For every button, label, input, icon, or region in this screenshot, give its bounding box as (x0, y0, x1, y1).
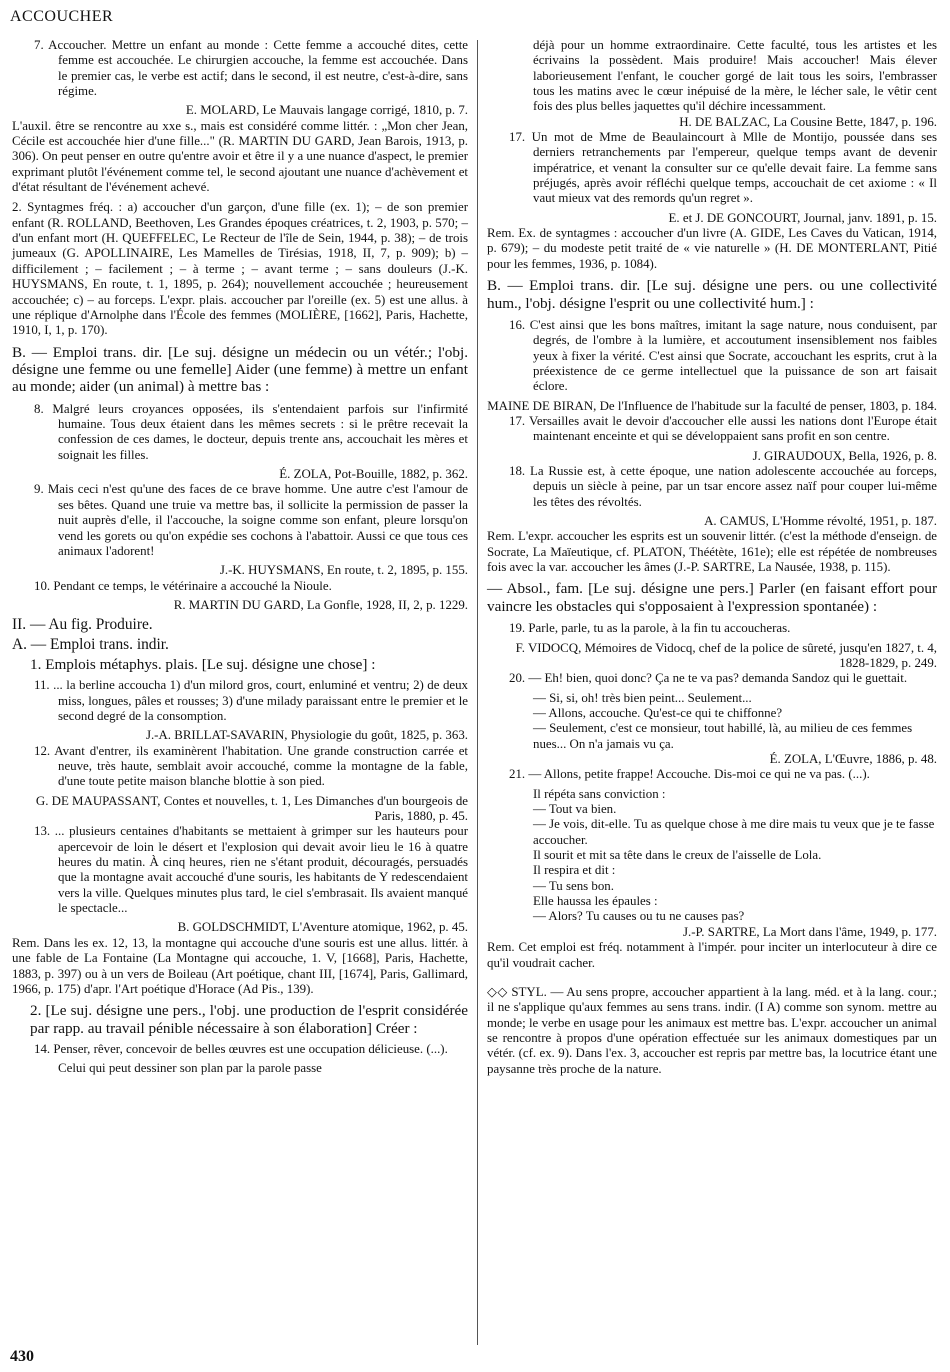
source: É. ZOLA, L'Œuvre, 1886, p. 48. (769, 752, 937, 767)
remark: Rem. Ex. de syntagmes : accoucher d'un livre (A. GIDE, Les Caves du Vatican, 1914, p. 679); – du modeste petit traité de « vie naturelle » (H. DE MONTERLANT, Pitié pour les femmes, 1936, p. 1084). (487, 226, 937, 271)
source: E. et J. DE GONCOURT, Journal, janv. 1891, p. 15. (668, 210, 937, 225)
example-8: 8. Malgré leurs croyances opposées, ils s'entendaient parfois sur l'infirmité humaine. Tous deux étaient dans les mêmes secrets : si le prêtre recevait la confession de ces dames, le docteur, depuis trente ans, accouchait les mères et soignait les filles. (34, 401, 468, 462)
section-a-heading: A. — Emploi trans. indir. (12, 635, 169, 653)
subsection-1-heading: 1. Emplois métaphys. plais. [Le suj. désigne une chose] : (30, 655, 376, 673)
example-14: 14. Penser, rêver, concevoir de belles œuvres est une occupation délicieuse. (...). (34, 1042, 448, 1056)
example-16: 16. C'est ainsi que les bons maîtres, imitant la sage nature, nous conduisent, par degrés, de l'ombre à la lumière, et accoutument insensiblement nos faibles yeux à fixer la vérité. C'est ainsi que Socrate, accouchant les esprits, crut à la préexistence de ce germe intellectuel que la puissance de son art faisait éclore. (509, 317, 937, 394)
dialogue-line: — Tout va bien. (533, 802, 617, 817)
example-7: 7. Accoucher. Mettre un enfant au monde : Cette femme a accouché dites, cette femme est accouchée. Le chirurgien accouche, la femme est accouchée. Dans le premier cas, le verbe est actif; dans le second, il est neutre, c'est-à-dire, sans régime. (34, 38, 468, 99)
example-20: 20. — Eh! bien, quoi donc? Ça ne te va pas? demanda Sandoz qui le guettait. (509, 671, 908, 686)
source: A. CAMUS, L'Homme révolté, 1951, p. 187. (704, 514, 937, 529)
example-14-continued: Celui qui peut dessiner son plan par la parole passe (58, 1061, 322, 1076)
example-19: 19. Parle, parle, tu as la parole, à la fin tu accoucheras. (509, 621, 791, 636)
remark: Rem. Cet emploi est fréq. notamment à l'impér. pour inciter un interlocuteur à dire ce qu'il voudrait cacher. (487, 940, 937, 970)
note-auxiliary: L'auxil. être se rencontre au xxe s., mais est considéré comme littér. : „Mon cher Jean, Cécile est accouchée hier d'une fille..." (R. MARTIN DU GARD, Jean Barois, 1913, p. 306). On peut penser en outre qu'entre avoir et être il y a une nuance d'aspect, le premier exprimant plutôt l'événement comme tel, le second ajoutant une nuance d'achèvement et d'état résultant de l'événement achevé. (12, 118, 468, 195)
dialogue-line: Il sourit et mit sa tête dans le creux de l'aisselle de Lola. (533, 848, 822, 863)
dialogue-line: Il respira et dit : (533, 863, 616, 878)
dialogue-line: Elle haussa les épaules : (533, 894, 658, 909)
source: É. ZOLA, Pot-Bouille, 1882, p. 362. (279, 467, 468, 482)
dialogue-line: — Si, si, oh! très bien peint... Seulement... (533, 690, 752, 705)
example-13: 13. ... plusieurs centaines d'habitants se mettaient à grimper sur les hauteurs pour apercevoir de loin le désert et l'explosion qui devait avoir lieu le 16 à quatre heures du matin. À cinq heures, rien ne s'étant produit, découragés, persuadés que la montagne avait accouché d'une souris, les habitants de Y redescendaient vers la ville. Quelques minutes plus tard, le ciel s'embrasait. Ils avaient manqué le spectacle... (34, 824, 468, 916)
page-number: 430 (10, 1348, 34, 1365)
example-14-continued: déjà pour un homme extraordinaire. Cette faculté, tous les artistes et les écrivains la possèdent. Mais produire! Mais accoucher! Mais élever laborieusement l'enfant, le coucher gorgé de lait tous les soirs, l'embrasser tous les matins avec le cœur inépuisé de la mère, le lécher sale, le vêtir cent fois des plus belles jaquettes qu'il déchire incessamment. (533, 38, 937, 114)
section-ii-heading: II. — Au fig. Produire. (12, 616, 153, 634)
dialogue-line: — Allons, accouche. Qu'est-ce qui te chiffonne? (533, 706, 783, 720)
example-21: 21. — Allons, petite frappe! Accouche. Dis-moi ce qui ne va pas. (...). (509, 767, 870, 782)
example-10: 10. Pendant ce temps, le vétérinaire a accouché la Nioule. (34, 578, 332, 593)
example-9: 9. Mais ceci n'est qu'une des faces de ce brave homme. Une autre c'est l'amour de ses bêtes. Quand une truie va mettre bas, il sollicite la permission de passer la nuit auprès d'elle, il l'accouche, la soigne comme son enfant, pleure lorsqu'on vend les gorets ou qu'on expédie ses cochons à l'abattoir. Aussi ce que tous ces animaux l'adorent! (34, 482, 468, 558)
column-rule (477, 40, 478, 1345)
remark: Rem. Dans les ex. 12, 13, la montagne qui accouche d'une souris est une allus. littér. à une fable de La Fontaine (La Montagne qui accouche, 1. V, [1668], Paris, Hachette, 1883, p. 397) ou à un vers de Boileau (Art poétique, chant III, [1674], Paris, Gallimard, 1966, p. 175) d'apr. l'Art poétique d'Horace (Ad Pis., 139). (12, 935, 468, 996)
source: J.-A. BRILLAT-SAVARIN, Physiologie du goût, 1825, p. 363. (145, 728, 468, 743)
source: H. DE BALZAC, La Cousine Bette, 1847, p. 196. (679, 114, 937, 129)
example-12: 12. Avant d'entrer, ils examinèrent l'habitation. Une grande construction carrée et neuve, très haute, semblait avoir accouché, comme la montagne de la fable, d'une toute petite maison blanche blottie à son pied. (34, 743, 468, 789)
absolute-use-heading: — Absol., fam. [Le suj. désigne une pers.] Parler (en faisant effort pour vaincre les obstacles qui s'opposaient à l'expression spontanée) : (487, 580, 937, 615)
source: E. MOLARD, Le Mauvais langage corrigé, 1810, p. 7. (185, 103, 468, 118)
note-syntagms: 2. Syntagmes fréq. : a) accoucher d'un garçon, d'une fille (ex. 1); – de son premier enfant (R. ROLLAND, Beethoven, Les Grandes époques créatrices, t. 2, 1903, p. 570; – d'un enfant mort (H. QUEFFELEC, Le Recteur de l'île de Sein, 1944, p. 38); – de trois jumeaux (G. APOLLINAIRE, Les Mamelles de Tirésias, 1918, II, 7, p. 909); b) – difficilement ; – facilement ; – à terme ; – avant terme ; – sans douleurs (J.-K. HUYSMANS, En route, t. 1, 1895, p. 264); nouvellement accouchée ; heureusement accouchée; c) – au forceps. L'expr. plais. accoucher par l'oreille (ex. 5) est une allus. à une réplique d'Arnolphe dans l'École des femmes (MOLIÈRE, [1662], Paris, Hachette, 1910, I, 1, p. 170). (12, 200, 468, 338)
left-column (12, 38, 468, 1077)
dialogue-line: — Seulement, c'est ce monsieur, tout habillé, là, au milieu de ces femmes nues... On n'a jamais vu ça. (533, 721, 913, 751)
remark: Rem. L'expr. accoucher les esprits est un souvenir littér. (c'est la méthode d'enseign. de Socrate, La Maïeutique, cf. PLATON, Théétète, 161e); elle est répétée de nombreuses fois avec la var. accoucher les âmes (J.-P. SARTRE, La Nausée, 1938, p. 115). (487, 529, 937, 575)
example-18: 18. La Russie est, à cette époque, une nation adolescente accouchée au forceps, depuis un siècle à peine, par un tsar encore assez naïf pour couper lui-même les têtes des révoltés. (509, 464, 937, 509)
example-17b: 17. Versailles avait le devoir d'accoucher elle aussi les nations dont l'Europe était maintenant enceinte et qui se développaient sans profit en son centre. (509, 414, 937, 444)
source: J.-K. HUYSMANS, En route, t. 2, 1895, p. 155. (219, 563, 468, 578)
source: J. GIRAUDOUX, Bella, 1926, p. 8. (752, 448, 937, 463)
running-header: ACCOUCHER (10, 8, 114, 25)
source: B. GOLDSCHMIDT, L'Aventure atomique, 1962, p. 45. (177, 920, 468, 935)
example-11: 11. ... la berline accoucha 1) d'un milord gros, court, enluminé et ventru; 2) de deux miss, longues, pâles et rousses; 3) d'une milady paraissant entre le premier et le second degré de la consomption. (34, 678, 468, 723)
source: F. VIDOCQ, Mémoires de Vidocq, chef de la police de sûreté, jusqu'en 1827, t. 4, 1828-1829, p. 249. (515, 640, 937, 670)
source: R. MARTIN DU GARD, La Gonfle, 1928, II, 2, p. 1229. (173, 597, 468, 612)
dialogue-line: — Alors? Tu causes ou tu ne causes pas? (533, 909, 745, 924)
source: MAINE DE BIRAN, De l'Influence de l'habitude sur la faculté de penser, 1803, p. 184. (487, 398, 937, 413)
section-b-heading: B. — Emploi trans. dir. [Le suj. désigne un médecin ou un vétér.; l'obj. désigne une femme ou une femelle] Aider (une femme) à mettre un enfant au monde; aider (un animal) à mettre bas : (12, 343, 468, 396)
dialogue-line: — Je vois, dit-elle. Tu as quelque chose à me dire mais tu veux que je te fasse accoucher. (533, 817, 935, 847)
section-b-heading: B. — Emploi trans. dir. [Le suj. désigne une pers. ou une collectivité hum., l'obj. désigne l'esprit ou une collectivité hum.] : (487, 277, 937, 312)
dialogue-line: Il répéta sans conviction : (533, 786, 666, 801)
dialogue-line: — Tu sens bon. (533, 878, 614, 893)
source: J.-P. SARTRE, La Mort dans l'âme, 1949, p. 177. (683, 924, 937, 939)
stylistics-note: ◇◇ STYL. — Au sens propre, accoucher appartient à la lang. méd. et à la lang. cour.; il ne s'applique qu'aux femmes au sens trans. indir. (I A) comme son synom. mettre au monde; le verbe en usage pour les animaux est mettre bas. L'expr. accoucher un animal se rencontre à propos d'une opération effectuée sur les animaux domestiques par un vétér. (cf. ex. 9). Dans l'ex. 3, accoucher est repris par mettre bas, la locutrice étant une paysanne très proche de la nature. (487, 984, 937, 1076)
source: G. DE MAUPASSANT, Contes et nouvelles, t. 1, Les Dimanches d'un bourgeois de Paris, 1880, p. 45. (35, 793, 468, 824)
right-column (487, 38, 937, 1082)
subsection-2-heading: 2. [Le suj. désigne une pers., l'obj. une production de l'esprit considérée par rapp. au travail pénible nécessaire à son élaboration] Créer : (30, 1002, 468, 1037)
example-17a: 17. Un mot de Mme de Beaulaincourt à Mlle de Montijo, poussée dans ses derniers retranchements par l'empereur, quelque temps avant de devenir impératrice, et venant la consulter sur ce qu'elle devait faire. La femme sans préjugés, après avoir réfléchi quelque temps, accouchait de cet axiome : « Il vaut mieux vat des remords qu'un regret ». (509, 130, 937, 206)
